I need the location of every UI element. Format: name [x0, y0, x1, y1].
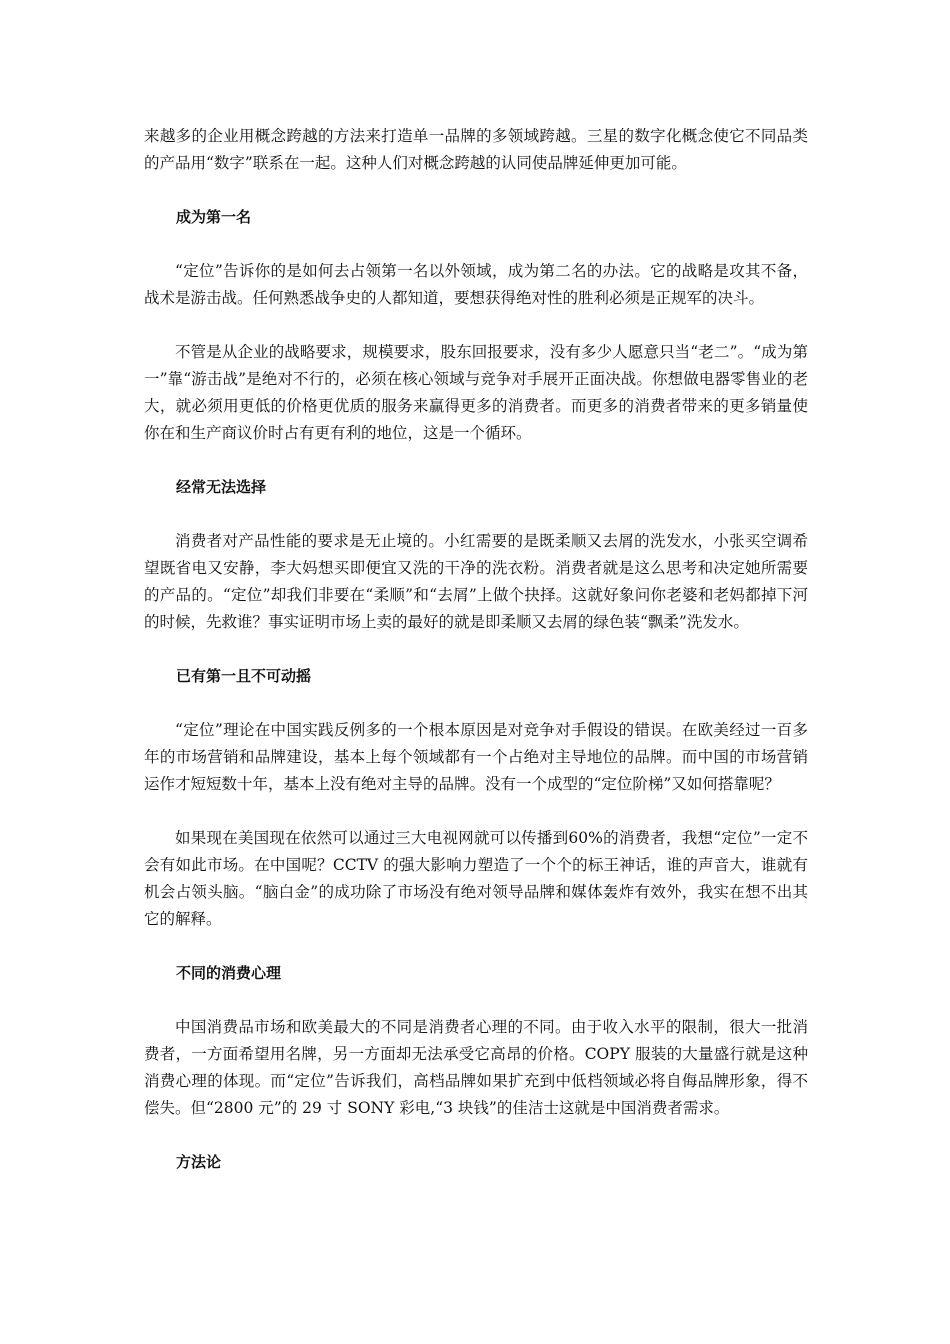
section-heading-become-first: 成为第一名: [176, 208, 252, 226]
paragraph: 不管是从企业的战略要求，规模要求，股东回报要求，没有多少人愿意只当“老二”。“成为第一”靠“游击战”是绝对不行的，必须在核心领域与竞争对手展开正面决战。你想做电器零售业的老大，就必须用更低的价格更优质的服务来赢得更多的消费者。而更多的消费者带来的更多销量使你在和生产商议价时占有更有利的地位，这是一个循环。: [144, 343, 808, 442]
section-heading-consumer-psychology: 不同的消费心理: [176, 964, 282, 982]
section-heading-cannot-choose: 经常无法选择: [176, 478, 267, 496]
paragraph: 消费者对产品性能的要求是无止境的。小红需要的是既柔顺又去屑的洗发水，小张买空调希望既省电又安静，李大妈想买即便宜又洗的干净的洗衣粉。消费者就是这么思考和决定她所需要的产品的。“定位”却我们非要在“柔顺”和“去屑”上做个抉择。这就好象问你老婆和老妈都掉下河的时候，先救谁？事实证明市场上卖的最好的就是即柔顺又去屑的绿色装“飘柔”洗发水。: [144, 532, 808, 631]
section-heading-established-leader: 已有第一且不可动摇: [176, 667, 312, 685]
paragraph-intro: 来越多的企业用概念跨越的方法来打造单一品牌的多领域跨越。三星的数字化概念使它不同品类的产品用“数字”联系在一起。这种人们对概念跨越的认同使品牌延伸更加可能。: [144, 127, 808, 172]
paragraph: “定位”理论在中国实践反例多的一个根本原因是对竞争对手假设的错误。在欧美经过一百多年的市场营销和品牌建设，基本上每个领域都有一个占绝对主导地位的品牌。而中国的市场营销运作才短短数十年，基本上没有绝对主导的品牌。没有一个成型的“定位阶梯”又如何搭靠呢？: [144, 721, 808, 793]
document-body: [144, 123, 808, 1203]
paragraph: 中国消费品市场和欧美最大的不同是消费者心理的不同。由于收入水平的限制，很大一批消费者，一方面希望用名牌，另一方面却无法承受它高昂的价格。COPY 服装的大量盛行就是这种消费心理的体现。而“定位”告诉我们，高档品牌如果扩充到中低档领域必将自侮品牌形象，得不偿失。但“2800 元”的 29 寸 SONY 彩电,“3 块钱”的佳洁士这就是中国消费者需求。: [144, 1018, 808, 1117]
paragraph: 如果现在美国现在依然可以通过三大电视网就可以传播到60%的消费者，我想“定位”一定不会有如此市场。在中国呢？CCTV 的强大影响力塑造了一个个的标王神话，谁的声音大，谁就有机会占领头脑。“脑白金”的成功除了市场没有绝对领导品牌和媒体轰炸有效外，我实在想不出其它的解释。: [144, 829, 808, 928]
section-heading-methodology: 方法论: [176, 1153, 222, 1171]
paragraph: “定位”告诉你的是如何去占领第一名以外领域，成为第二名的办法。它的战略是攻其不备，战术是游击战。任何熟悉战争史的人都知道，要想获得绝对性的胜利必须是正规军的决斗。: [144, 262, 808, 307]
